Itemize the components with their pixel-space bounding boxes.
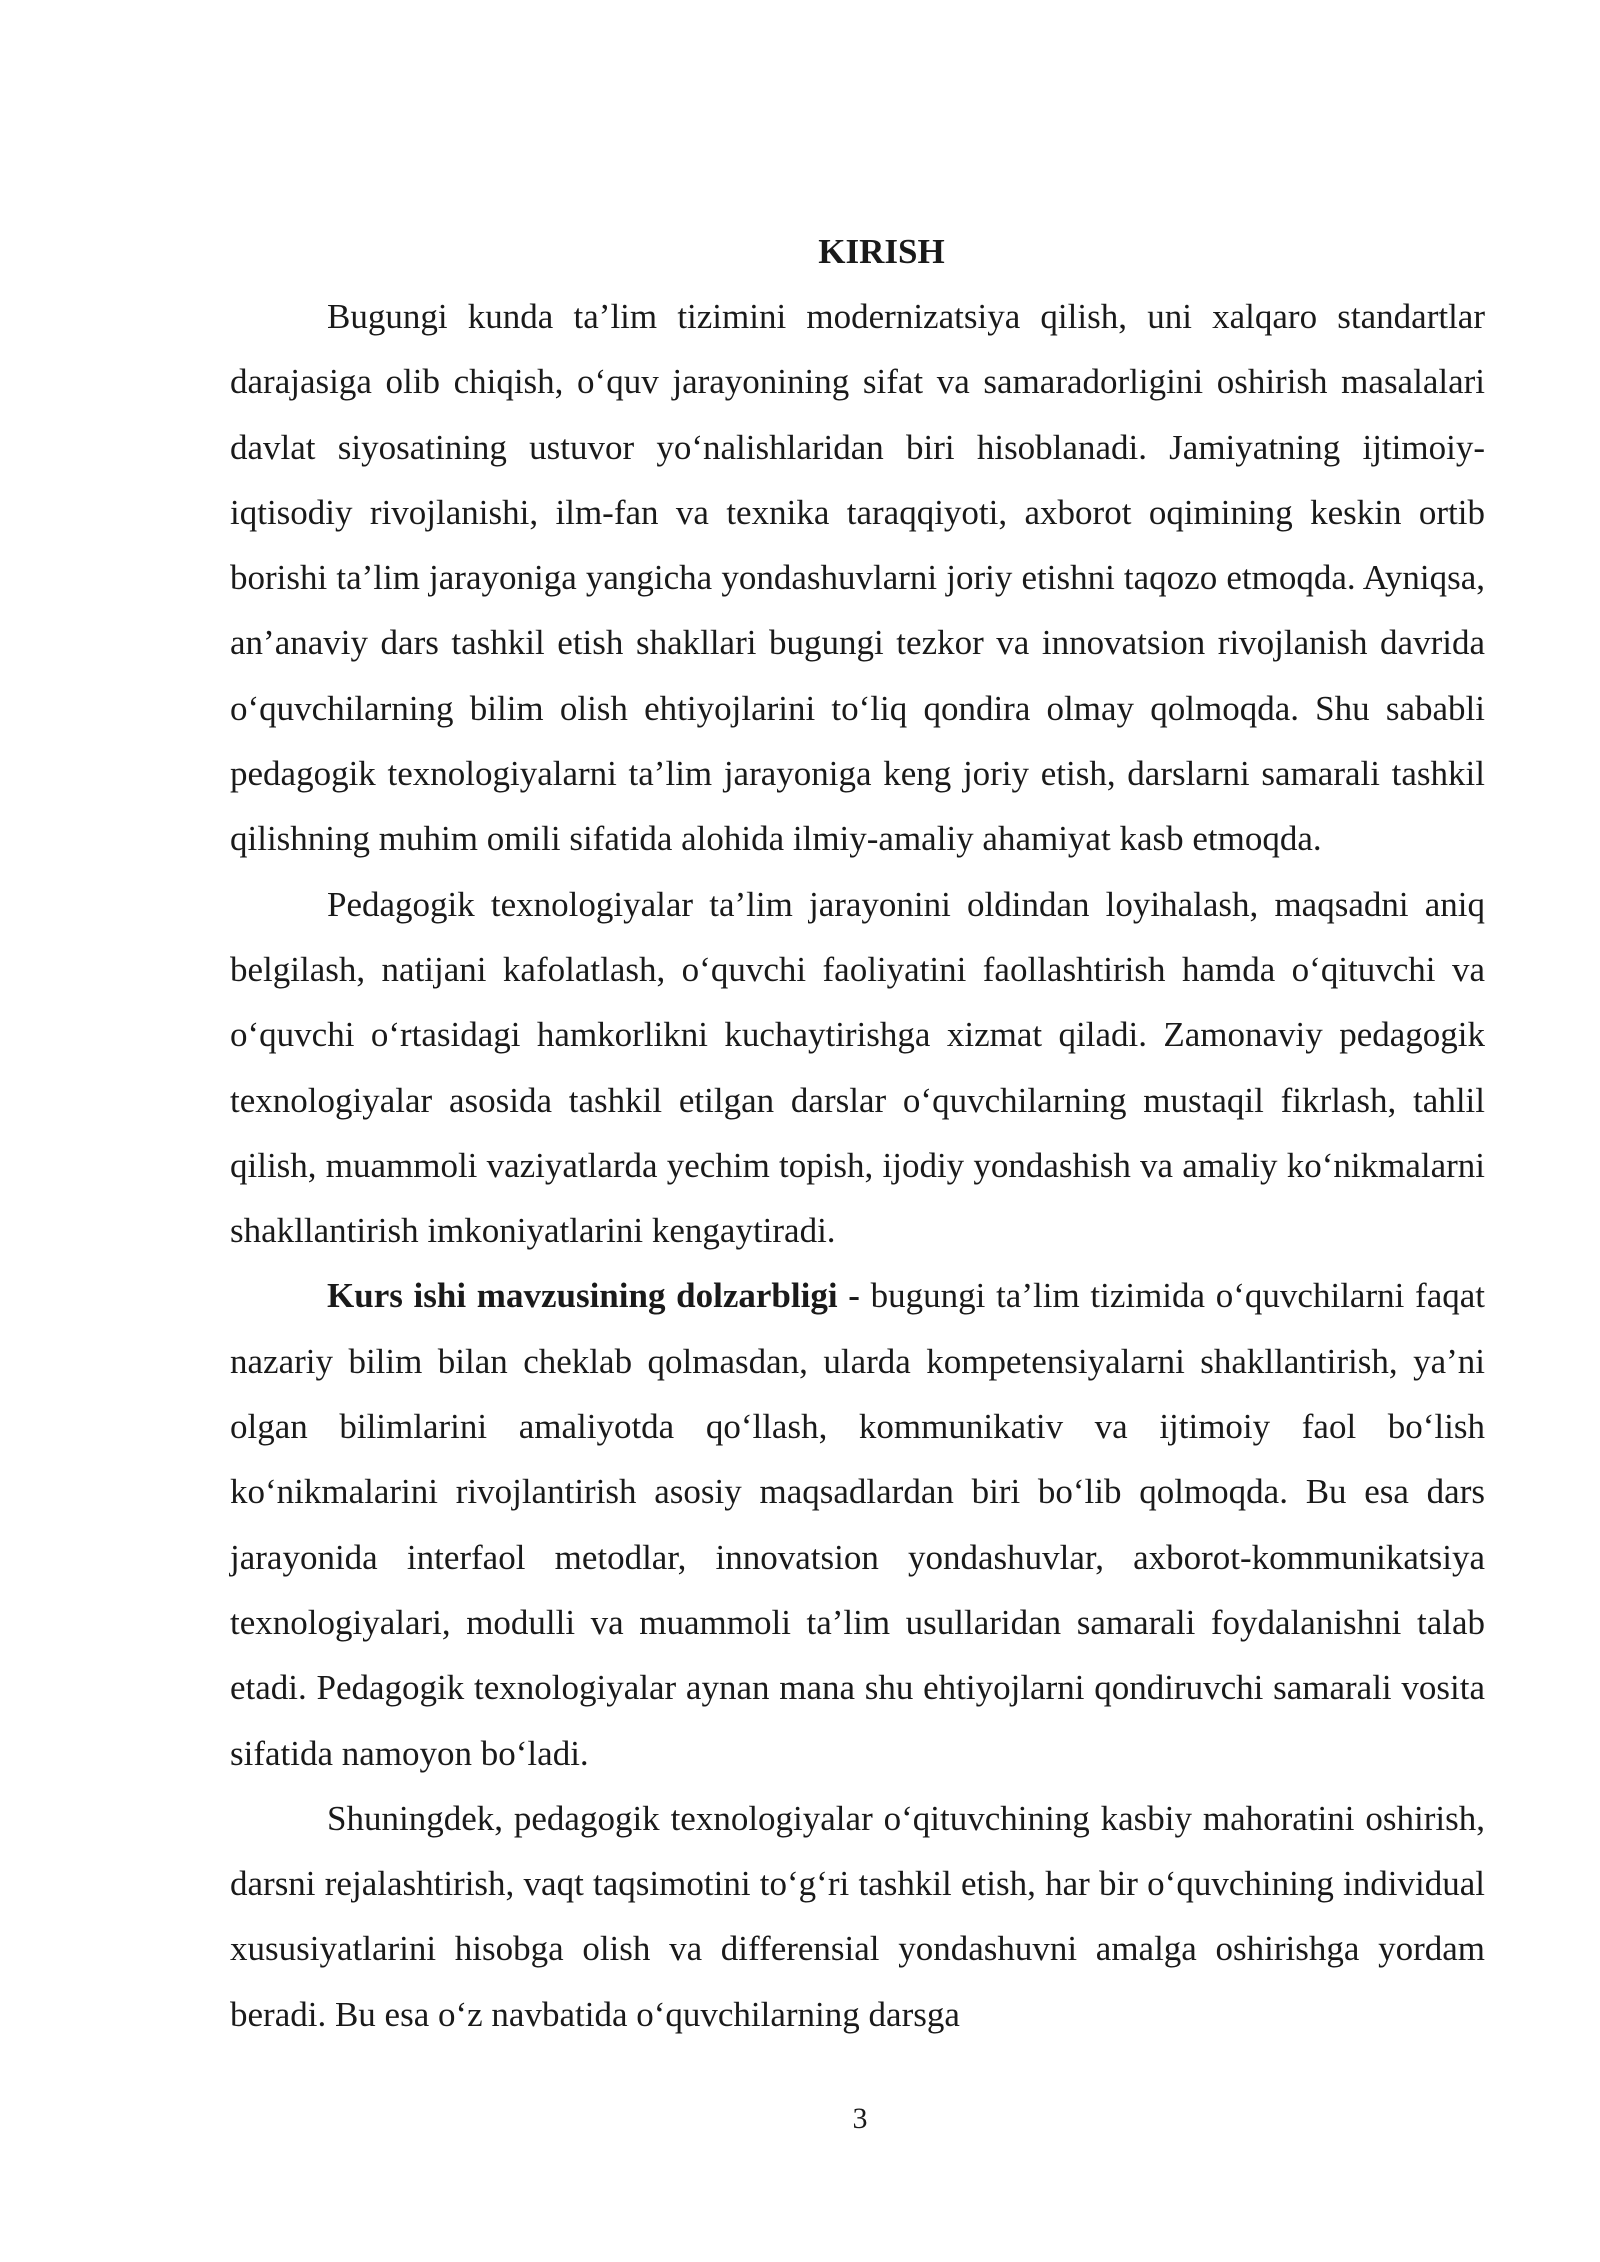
paragraph-text: bugungi ta’lim tizimida o‘quvchilarni faqat nazariy bilim bilan cheklab qolmasdan, ularda kompetensiyalarni shakllantirish, ya’ni olgan bilimlarini amaliyotda qo‘llash, kommunikativ va ijtimoiy faol bo‘lish ko‘nikmalarini rivojlantirish asosiy maqsadlardan biri bo‘lib qolmoqda. Bu esa dars jarayonida interfaol metodlar, innovatsion yondashuvlar, axborot-kommunikatsiya texnologiyalari, modulli va muammoli ta’lim usullaridan samarali foydalanishni talab etadi. Pedagogik texnologiyalar aynan mana shu ehtiyojlarni qondiruvchi samarali vosita sifatida namoyon bo‘ladi. [230,1276,1485,1773]
paragraph-intro [230,284,1485,872]
section-heading: KIRISH [818,232,945,271]
paragraph-bold-lead: Kurs ishi mavzusining dolzarbligi - [327,1276,860,1316]
paragraph-relevance [230,1263,1485,1785]
page-number: 3 [852,2102,868,2135]
paragraph-teacher-skills [230,1786,1485,2047]
paragraph-text: Pedagogik texnologiyalar ta’lim jarayonini oldindan loyihalash, maqsadni aniq belgilash, natijani kafolatlash, o‘quvchi faoliyatini faollashtirish hamda o‘qituvchi va o‘quvchi o‘rtasidagi hamkorlikni kuchaytirishga xizmat qiladi. Zamonaviy pedagogik texnologiyalar asosida tashkil etilgan darslar o‘quvchilarning mustaqil fikrlash, tahlil qilish, muammoli vaziyatlarda yechim topish, ijodiy yondashish va amaliy ko‘nikmalarni shakllantirish imkoniyatlarini kengaytiradi. [230,884,1485,1251]
paragraph-text: Shuningdek, pedagogik texnologiyalar o‘qituvchining kasbiy mahoratini oshirish, darsni rejalashtirish, vaqt taqsimotini to‘g‘ri tashkil etish, har bir o‘quvchining individual xususiyatlarini hisobga olish va differensial yondashuvni amalga oshirishga yordam beradi. Bu esa o‘z navbatida o‘quvchilarning darsga [230,1798,1485,2034]
paragraph-pedagogical-technologies [230,872,1485,1264]
paragraph-text: Bugungi kunda ta’lim tizimini modernizatsiya qilish, uni xalqaro standartlar darajasiga olib chiqish, o‘quv jarayonining sifat va samaradorligini oshirish masalalari davlat siyosatining ustuvor yo‘nalishlaridan biri hisoblanadi. Jamiyatning ijtimoiy-iqtisodiy rivojlanishi, ilm-fan va texnika taraqqiyoti, axborot oqimining keskin ortib borishi ta’lim jarayoniga yangicha yondashuvlarni joriy etishni taqozo etmoqda. Ayniqsa, an’anaviy dars tashkil etish shakllari bugungi tezkor va innovatsion rivojlanish davrida o‘quvchilarning bilim olish ehtiyojlarini to‘liq qondira olmay qolmoqda. Shu sababli pedagogik texnologiyalarni ta’lim jarayoniga keng joriy etish, darslarni samarali tashkil qilishning muhim omili sifatida alohida ilmiy-amaliy ahamiyat kasb etmoqda. [230,297,1485,859]
document-body [230,222,1485,2047]
